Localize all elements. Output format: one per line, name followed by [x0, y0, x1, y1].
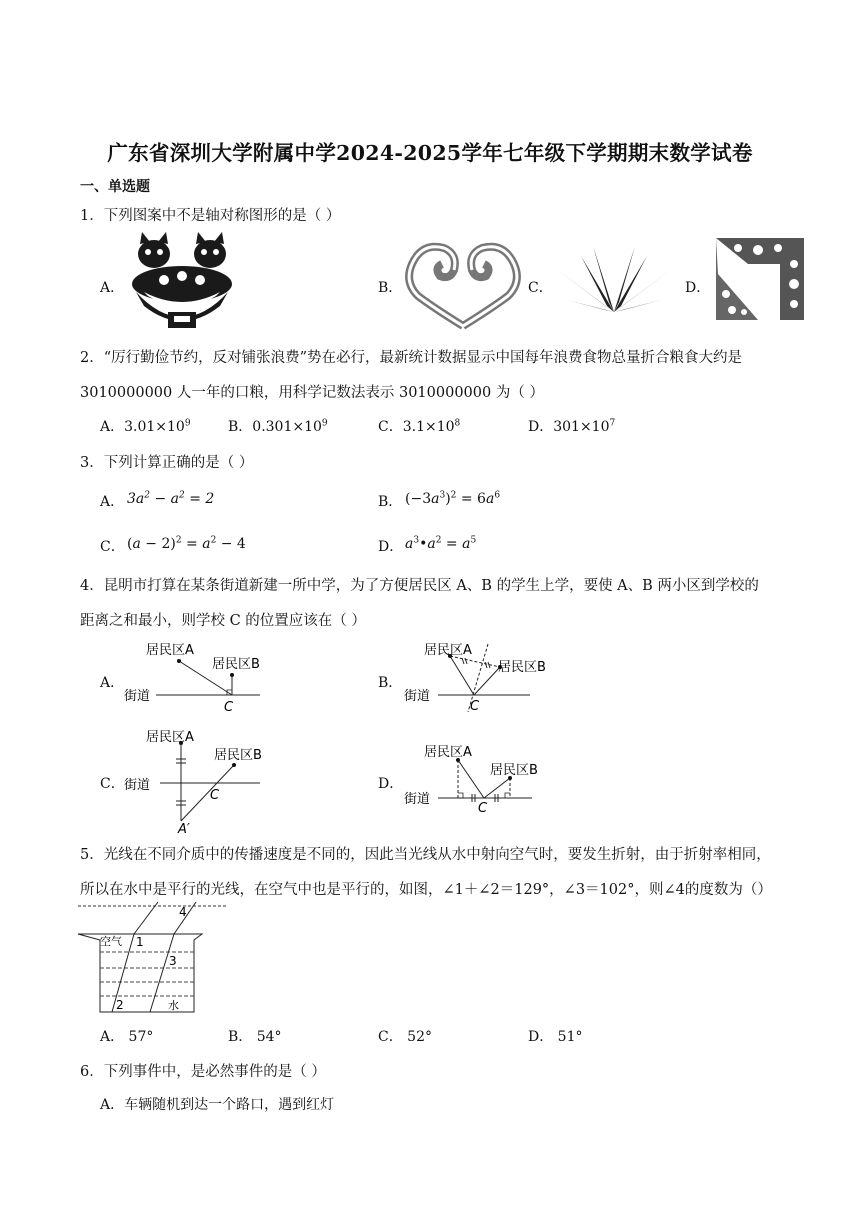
q5-option-a: A． 57°	[100, 1029, 154, 1045]
q4-stem-line2: 距离之和最小，则学校 C 的位置应该在（ ）	[80, 613, 366, 629]
q4a-area-a: 居民区A	[146, 643, 194, 658]
page-title: 广东省深圳大学附属中学2024-2025学年七年级下学期期末数学试卷	[107, 141, 753, 165]
q1-label-d: D．	[685, 280, 711, 296]
q4c-point-c: C	[210, 788, 220, 803]
q4c-area-a: 居民区A	[146, 730, 194, 745]
q4d-point-c: C	[478, 801, 488, 816]
q1-figure-a-cats	[124, 232, 240, 332]
q4b-area-a: 居民区A	[424, 643, 472, 658]
q4b-street: 街道	[404, 689, 431, 704]
q4a-area-b: 居民区B	[212, 657, 260, 672]
q5-figure-refraction	[78, 902, 228, 1018]
q3-formula-b: $(-3a^3)^2 = 6a^6$	[405, 490, 501, 507]
section-heading: 一、单选题	[80, 179, 150, 195]
q5-label-water: 水	[168, 999, 179, 1012]
q4-stem-line1: 4．昆明市打算在某条街道新建一所中学，为了方便居民区 A、B 的学生上学，要使 A、B 两小区到学校的	[80, 578, 759, 594]
q4-label-b: B．	[378, 675, 403, 691]
q4c-point-a-prime: A′	[178, 822, 190, 837]
q2-option-b: B．$0.301\times 10^9$	[228, 418, 328, 435]
q3-label-d: D．	[378, 539, 404, 555]
q5-option-c: C． 52°	[378, 1029, 432, 1045]
q5-option-d: D． 51°	[528, 1029, 583, 1045]
q6-stem: 6．下列事件中，是必然事件的是（ ）	[80, 1064, 326, 1080]
q3-stem: 3．下列计算正确的是（ ）	[80, 455, 254, 471]
q5-label-air: 空气	[100, 935, 122, 948]
q5-option-b: B． 54°	[228, 1029, 282, 1045]
q6-option-a: A．车辆随机到达一个路口，遇到红灯	[100, 1097, 335, 1113]
q4c-street: 街道	[124, 778, 151, 793]
q4-label-c: C．	[100, 776, 125, 792]
q1-label-b: B．	[378, 280, 403, 296]
q4-figure-c	[124, 725, 264, 835]
q5-stem-line2: 所以在水中是平行的光线，在空气中也是平行的，如图，∠1＋∠2＝129°，∠3＝102°，则∠4的度数为（）	[80, 882, 772, 898]
q3-formula-d: $a^3•a^2 = a^5$	[405, 535, 477, 552]
q4-figure-b	[402, 640, 562, 718]
q4d-street: 街道	[404, 792, 431, 807]
q1-figure-d-corner	[708, 234, 812, 328]
q3-label-a: A．	[100, 494, 125, 510]
q2-option-a: A．$3.01\times 10^9$	[100, 418, 191, 435]
q1-label-c: C．	[528, 280, 553, 296]
q4-label-d: D．	[378, 776, 404, 792]
q2-stem-line2: 3010000000 人一年的口粮，用科学记数法表示 3010000000 为（ ）	[80, 385, 544, 401]
q4-figure-a	[124, 640, 264, 718]
q1-label-a: A．	[100, 280, 125, 296]
q3-label-b: B．	[378, 494, 403, 510]
q4-label-a: A．	[100, 675, 125, 691]
q5-angle-3: 3	[169, 954, 177, 968]
q5-angle-4: 4	[179, 905, 187, 919]
q3-formula-c: $(a - 2)^2 = a^2 - 4$	[127, 535, 246, 552]
q4c-area-b: 居民区B	[214, 748, 262, 763]
q3-formula-a: $3a^2 - a^2 = 2$	[127, 490, 215, 507]
q2-stem-line1: 2．“厉行勤俭节约，反对铺张浪费”势在必行，最新统计数据显示中国每年浪费食物总量折合粮食大约是	[80, 350, 743, 366]
q4b-point-c: C	[470, 699, 480, 714]
q4-figure-d	[402, 740, 552, 818]
q1-figure-b-cloud	[404, 238, 522, 330]
q1-stem: 1．下列图案中不是轴对称图形的是（ ）	[80, 208, 341, 224]
q3-label-c: C．	[100, 539, 125, 555]
q2-option-d: D．$301\times 10^7$	[528, 418, 616, 435]
q4b-area-b: 居民区B	[498, 660, 546, 675]
q5-angle-2: 2	[116, 998, 124, 1012]
q4a-street: 街道	[124, 689, 151, 704]
q5-angle-1: 1	[136, 935, 144, 949]
q4d-area-a: 居民区A	[424, 745, 472, 760]
q2-option-c: C．$3.1\times 10^8$	[378, 418, 461, 435]
q1-figure-c-leaves	[553, 242, 675, 318]
q4a-point-c: C	[224, 700, 234, 715]
q4d-area-b: 居民区B	[490, 763, 538, 778]
q5-stem-line1: 5．光线在不同介质中的传播速度是不同的，因此当光线从水中射向空气时，要发生折射，由于折射率相同，	[80, 847, 771, 863]
